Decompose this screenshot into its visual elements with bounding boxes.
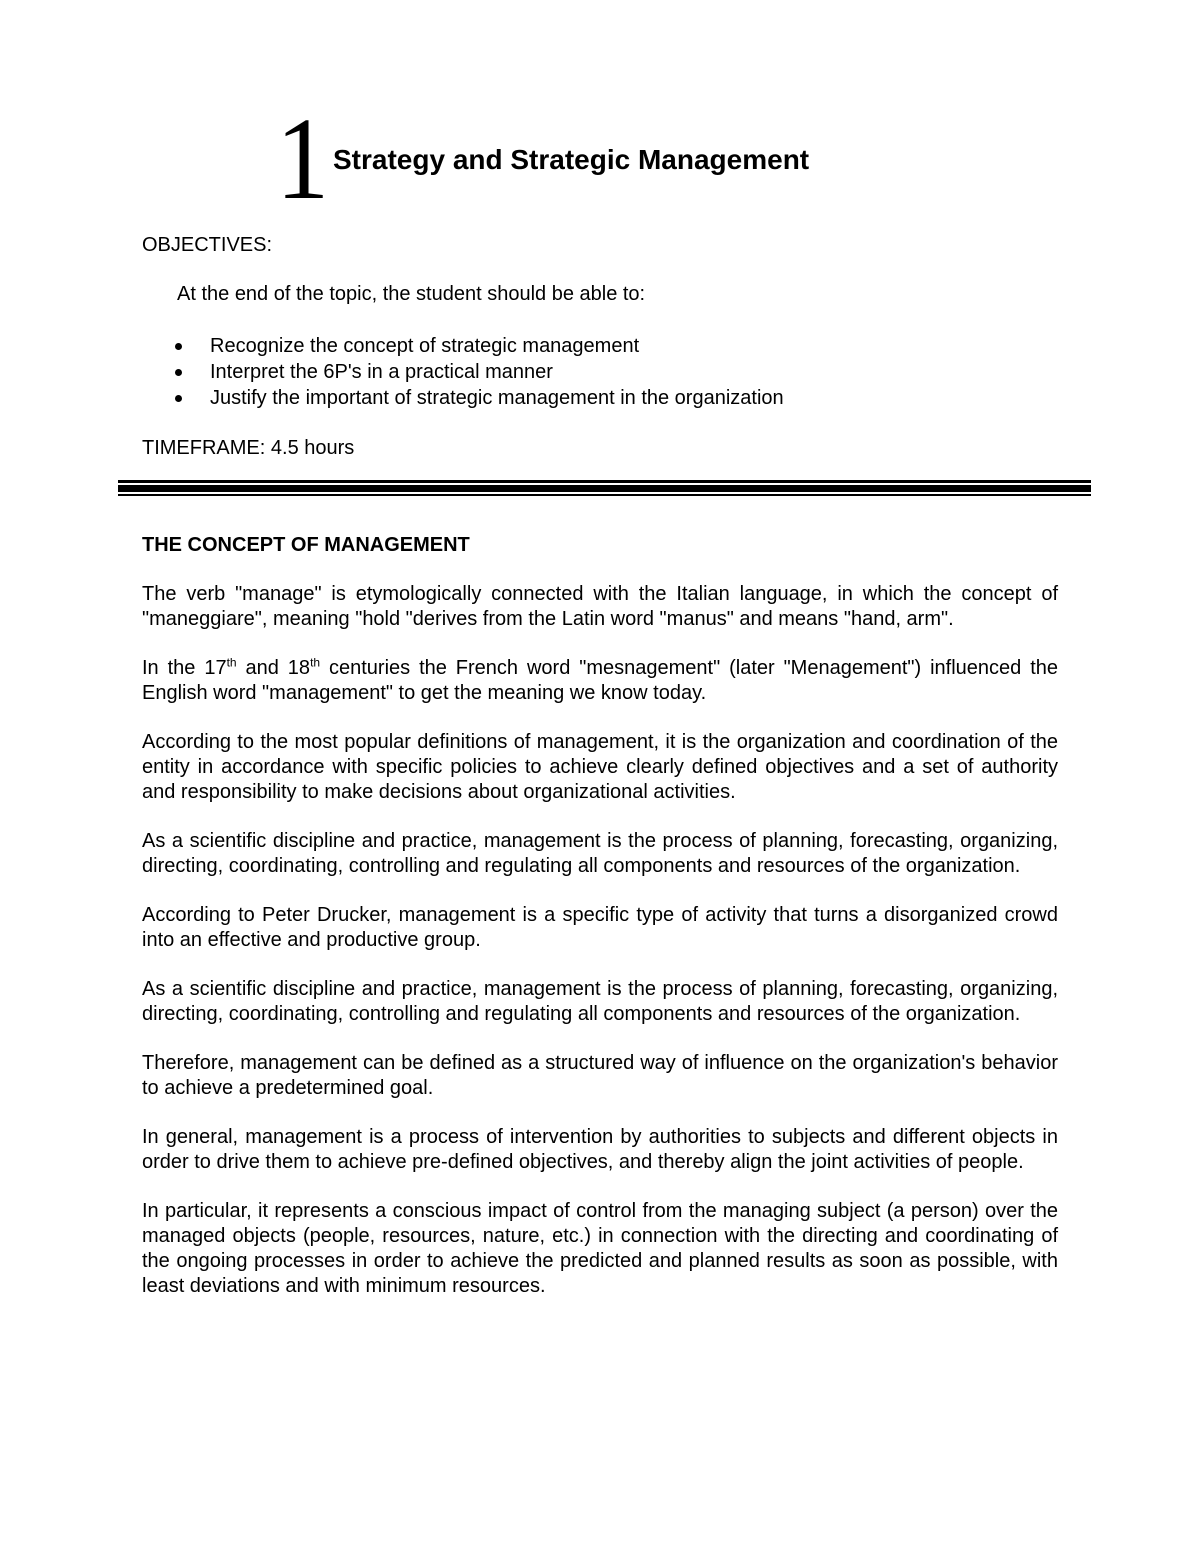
- objectives-label: OBJECTIVES:: [142, 234, 273, 256]
- paragraph-centuries: [142, 656, 1058, 706]
- divider-line-top: [118, 480, 1091, 483]
- paragraph: Therefore, management can be defined as a structured way of influence on the organization's behavior to achieve a predetermined goal.: [142, 1052, 1058, 1099]
- objectives-list: [172, 333, 784, 411]
- list-item: [172, 385, 784, 411]
- objective-text: Interpret the 6P's in a practical manner: [210, 361, 553, 383]
- paragraph: As a scientific discipline and practice, management is the process of planning, forecasting, organizing, directing, coordinating, controlling and regulating all components and resources of the organization.: [142, 978, 1058, 1025]
- objectives-intro: At the end of the topic, the student should be able to:: [177, 283, 646, 305]
- divider-line-bottom: [118, 494, 1091, 496]
- objective-text: Justify the important of strategic management in the organization: [210, 387, 784, 409]
- paragraph: The verb "manage" is etymologically connected with the Italian language, in which the concept of "maneggiare", meaning "hold "derives from the Latin word "manus" and means "hand, arm".: [142, 583, 1058, 630]
- chapter-header: [276, 93, 976, 224]
- paragraph: As a scientific discipline and practice, management is the process of planning, forecasting, organizing, directing, coordinating, controlling and regulating all components and resources of the organization.: [142, 830, 1058, 877]
- text-run: In the 17: [142, 657, 227, 679]
- bullet-icon: [175, 395, 182, 402]
- divider-line-thick: [118, 485, 1091, 492]
- section-content: [142, 533, 1058, 1323]
- list-item: [172, 333, 784, 359]
- paragraph: In general, management is a process of intervention by authorities to subjects and different objects in order to drive them to achieve pre-defined objectives, and thereby align the joint activities of people.: [142, 1126, 1058, 1173]
- chapter-title: Strategy and Strategic Management: [333, 144, 810, 175]
- paragraph: According to Peter Drucker, management is a specific type of activity that turns a disorganized crowd into an effective and productive group.: [142, 904, 1058, 951]
- paragraph: According to the most popular definitions of management, it is the organization and coordination of the entity in accordance with specific policies to achieve clearly defined objectives and a set of authority and responsibility to make decisions about organizational activities.: [142, 731, 1058, 803]
- objective-text: Recognize the concept of strategic management: [210, 335, 640, 357]
- bullet-icon: [175, 369, 182, 376]
- section-divider: [118, 480, 1091, 498]
- bullet-icon: [175, 343, 182, 350]
- paragraph: In particular, it represents a conscious impact of control from the managing subject (a person) over the managed objects (people, resources, nature, etc.) in connection with the directing and coordinating of the ongoing processes in order to achieve the predicted and planned results as soon as possible, with least deviations and with minimum resources.: [142, 1200, 1058, 1297]
- list-item: [172, 359, 784, 385]
- superscript: th: [310, 655, 321, 670]
- section-heading: THE CONCEPT OF MANAGEMENT: [142, 534, 470, 556]
- text-run: and 18: [236, 657, 311, 679]
- superscript: th: [226, 655, 237, 670]
- text-run: centuries the French word "mesnagement" (later "Menagement") influenced the English word "management" to get the meaning we know today.: [142, 657, 1059, 704]
- timeframe: TIMEFRAME: 4.5 hours: [142, 437, 355, 459]
- chapter-number: 1: [276, 93, 330, 224]
